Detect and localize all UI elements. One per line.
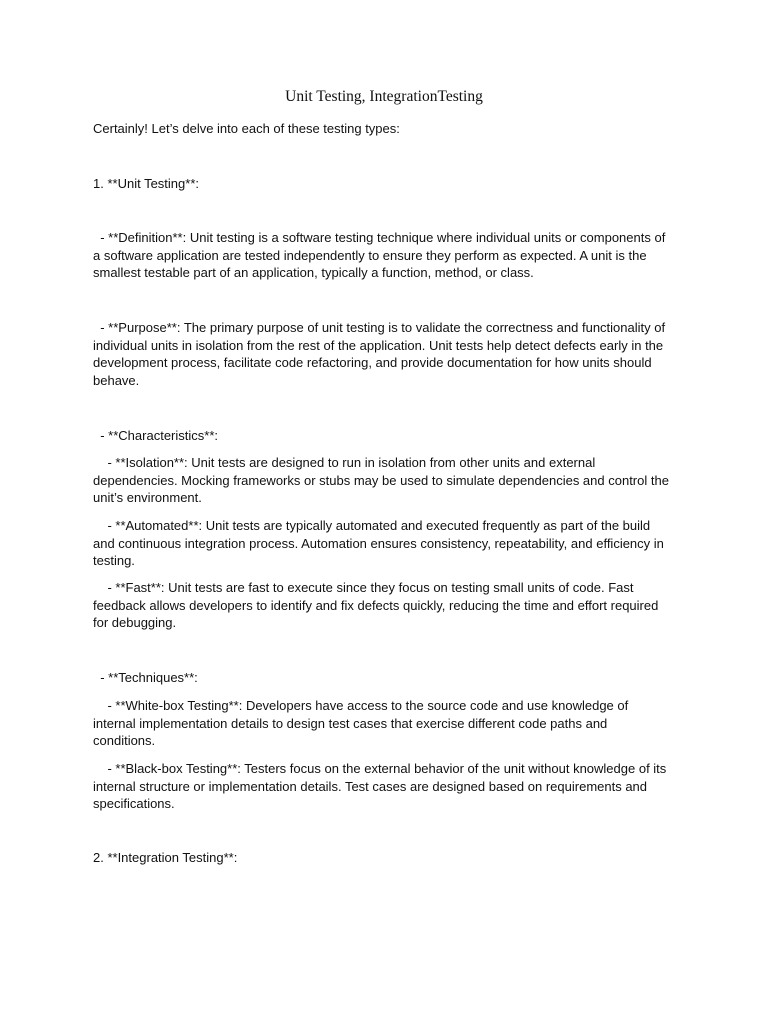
blackbox-paragraph: - **Black-box Testing**: Testers focus on the external behavior of the unit without knowledge of its internal structure or implementation details. Test cases are designed based on requirements and specifications. [93,761,670,812]
characteristics-heading: - **Characteristics**: [93,428,218,443]
techniques-heading: - **Techniques**: [93,670,198,685]
definition-paragraph: - **Definition**: Unit testing is a software testing technique where individual units or components of a software application are tested independently to ensure they perform as expected. A unit is the smallest testable part of an application, typically a function, method, or class. [93,230,669,281]
intro-paragraph: Certainly! Let’s delve into each of these testing types: [93,121,400,136]
section-2-heading: 2. **Integration Testing**: [93,850,238,865]
isolation-paragraph: - **Isolation**: Unit tests are designed to run in isolation from other units and external dependencies. Mocking frameworks or stubs may be used to simulate dependencies and control the unit’s environment. [93,455,673,506]
fast-paragraph: - **Fast**: Unit tests are fast to execute since they focus on testing small units of code. Fast feedback allows developers to identify and fix defects quickly, reducing the time and effort required for debugging. [93,580,662,631]
purpose-paragraph: - **Purpose**: The primary purpose of unit testing is to validate the correctness and functionality of individual units in isolation from the rest of the application. Unit tests help detect defects early in the development process, facilitate code refactoring, and provide documentation for how units should behave. [93,320,669,388]
document-title: Unit Testing, IntegrationTesting [285,88,483,105]
section-1-heading: 1. **Unit Testing**: [93,176,199,191]
whitebox-paragraph: - **White-box Testing**: Developers have access to the source code and use knowledge of internal implementation details to design test cases that exercise different code paths and conditions. [93,698,632,749]
automated-paragraph: - **Automated**: Unit tests are typically automated and executed frequently as part of the build and continuous integration process. Automation ensures consistency, repeatability, and efficiency in testing. [93,518,668,569]
